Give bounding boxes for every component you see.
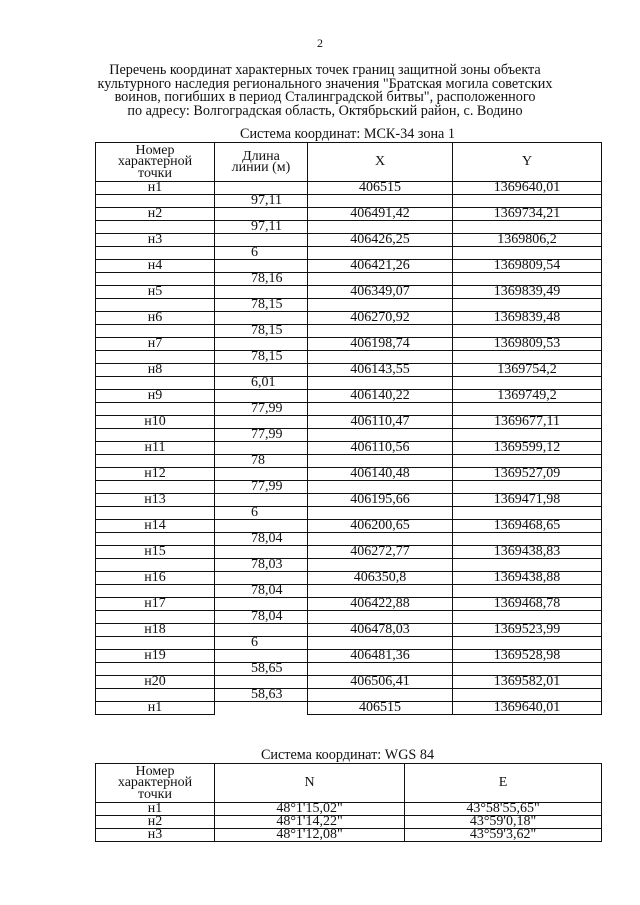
header-y: Y [453,143,602,182]
y-coordinate-cell: 1369468,78 [453,598,602,611]
msk-header-row [96,143,602,182]
y-coordinate-cell: 1369528,98 [453,650,602,663]
y-coordinate-cell: 1369640,01 [453,182,602,195]
table-row [96,364,602,377]
line-length-cell: 78,15 [215,351,308,364]
table-row [96,442,602,455]
point-number-cell: н2 [96,816,215,829]
heading-line: воинов, погибших в период Сталинградской битвы", расположенного [114,89,536,106]
heading-line: Перечень координат характерных точек границ защитной зоны объекта [109,62,541,78]
header-n: N [215,764,405,803]
table-row [96,829,602,842]
x-coordinate-cell: 406481,36 [308,650,453,663]
line-length-cell: 58,63 [215,689,308,702]
line-length-cell: 78 [215,455,308,468]
document-heading [90,64,560,118]
line-length-cell: 77,99 [215,403,308,416]
point-number-cell: н2 [96,208,215,221]
msk-coordinates-table [95,142,602,715]
point-number-cell: н6 [96,312,215,325]
y-coordinate-cell: 1369582,01 [453,676,602,689]
table-row [96,390,602,403]
y-coordinate-cell: 1369471,98 [453,494,602,507]
line-length-cell: 6 [215,637,308,650]
y-coordinate-cell: 1369438,83 [453,546,602,559]
empty-length-cell [215,234,308,247]
x-coordinate-cell: 406349,07 [308,286,453,299]
wgs-coordinates-table [95,763,602,842]
line-length-cell: 78,15 [215,325,308,338]
table-row [96,208,602,221]
y-coordinate-cell: 1369438,88 [453,572,602,585]
point-number-cell: н3 [96,234,215,247]
line-length-cell: 6,01 [215,377,308,390]
point-number-cell: н8 [96,364,215,377]
point-number-cell: н5 [96,286,215,299]
header-e: E [405,764,602,803]
point-number-cell: н1 [96,803,215,816]
x-coordinate-cell: 406515 [308,182,453,195]
x-coordinate-cell: 406350,8 [308,572,453,585]
x-coordinate-cell: 406426,25 [308,234,453,247]
point-number-cell: н3 [96,829,215,842]
table-row [96,286,602,299]
y-coordinate-cell: 1369749,2 [453,390,602,403]
longitude-cell: 43°59'3,62" [405,829,602,842]
longitude-cell: 43°59'0,18" [405,816,602,829]
header-line-length: Длина линии (м) [215,143,308,182]
line-length-cell: 78,04 [215,533,308,546]
heading-line: по адресу: Волгоградская область, Октябрьский район, с. Водино [127,102,523,119]
table-row [96,702,602,715]
x-coordinate-cell: 406421,26 [308,260,453,273]
y-coordinate-cell: 1369809,54 [453,260,602,273]
point-number-cell: н14 [96,520,215,533]
latitude-cell: 48°1'14,22" [215,816,405,829]
x-coordinate-cell: 406491,42 [308,208,453,221]
y-coordinate-cell: 1369754,2 [453,364,602,377]
y-coordinate-cell: 1369839,48 [453,312,602,325]
point-number-cell: н19 [96,650,215,663]
x-coordinate-cell: 406110,56 [308,442,453,455]
empty-length-cell [215,494,308,507]
x-coordinate-cell: 406140,48 [308,468,453,481]
table-row [96,546,602,559]
line-length-cell: 78,15 [215,299,308,312]
table-row [96,260,602,273]
y-coordinate-cell: 1369640,01 [453,702,602,715]
point-number-cell: н15 [96,546,215,559]
point-number-cell: н16 [96,572,215,585]
table-row [96,572,602,585]
x-coordinate-cell: 406195,66 [308,494,453,507]
point-number-cell: н9 [96,390,215,403]
point-number-cell: н17 [96,598,215,611]
y-coordinate-cell: 1369677,11 [453,416,602,429]
table-row [96,676,602,689]
msk-caption: Система координат: МСК-34 зона 1 [239,126,455,142]
x-coordinate-cell: 406272,77 [308,546,453,559]
y-coordinate-cell: 1369806,2 [453,234,602,247]
table-row [96,416,602,429]
x-coordinate-cell: 406140,22 [308,390,453,403]
point-number-cell: н4 [96,260,215,273]
table-row [96,312,602,325]
header-x: X [308,143,453,182]
point-number-cell: н1 [96,182,215,195]
table-row [96,598,602,611]
line-length-cell: 78,16 [215,273,308,286]
x-coordinate-cell: 406143,55 [308,364,453,377]
table-row [96,234,602,247]
y-coordinate-cell: 1369468,65 [453,520,602,533]
wgs-header-row [96,764,602,803]
latitude-cell: 48°1'15,02" [215,803,405,816]
longitude-cell: 43°58'55,65" [405,803,602,816]
line-length-cell: 97,11 [215,221,308,234]
point-number-cell: н18 [96,624,215,637]
page-number: 2 [317,36,323,50]
line-length-cell: 58,65 [215,663,308,676]
table-row [96,468,602,481]
msk-table-body [96,182,602,715]
y-coordinate-cell: 1369527,09 [453,468,602,481]
line-length-cell: 6 [215,507,308,520]
table-row [96,520,602,533]
point-number-cell: н10 [96,416,215,429]
x-coordinate-cell: 406270,92 [308,312,453,325]
heading-line: культурного наследия регионального значения "Братская могила советских [97,75,553,92]
line-length-cell: 77,99 [215,481,308,494]
line-length-cell: 78,04 [215,585,308,598]
empty-length-cell [215,624,308,637]
y-coordinate-cell: 1369839,49 [453,286,602,299]
point-number-cell: н1 [96,702,215,715]
point-number-cell: н20 [96,676,215,689]
table-row [96,624,602,637]
x-coordinate-cell: 406110,47 [308,416,453,429]
point-number-cell: н13 [96,494,215,507]
x-coordinate-cell: 406478,03 [308,624,453,637]
y-coordinate-cell: 1369599,12 [453,442,602,455]
wgs-table-body [96,803,602,842]
point-number-cell: н12 [96,468,215,481]
x-coordinate-cell: 406200,65 [308,520,453,533]
wgs-caption: Система координат: WGS 84 [260,747,435,763]
line-length-cell: 78,04 [215,611,308,624]
y-coordinate-cell: 1369523,99 [453,624,602,637]
y-coordinate-cell: 1369809,53 [453,338,602,351]
header-point-number: Номер характерной точки [96,764,215,803]
x-coordinate-cell: 406506,41 [308,676,453,689]
point-number-cell: н11 [96,442,215,455]
x-coordinate-cell: 406515 [308,702,453,715]
table-row [96,650,602,663]
latitude-cell: 48°1'12,08" [215,829,405,842]
point-number-cell: н7 [96,338,215,351]
line-length-cell: 77,99 [215,429,308,442]
line-length-cell: 78,03 [215,559,308,572]
table-row [96,494,602,507]
empty-length-cell [215,702,308,715]
x-coordinate-cell: 406198,74 [308,338,453,351]
y-coordinate-cell: 1369734,21 [453,208,602,221]
line-length-cell: 97,11 [215,195,308,208]
header-point-number: Номер характерной точки [96,143,215,182]
table-row [96,182,602,195]
x-coordinate-cell: 406422,88 [308,598,453,611]
table-row [96,338,602,351]
line-length-cell: 6 [215,247,308,260]
